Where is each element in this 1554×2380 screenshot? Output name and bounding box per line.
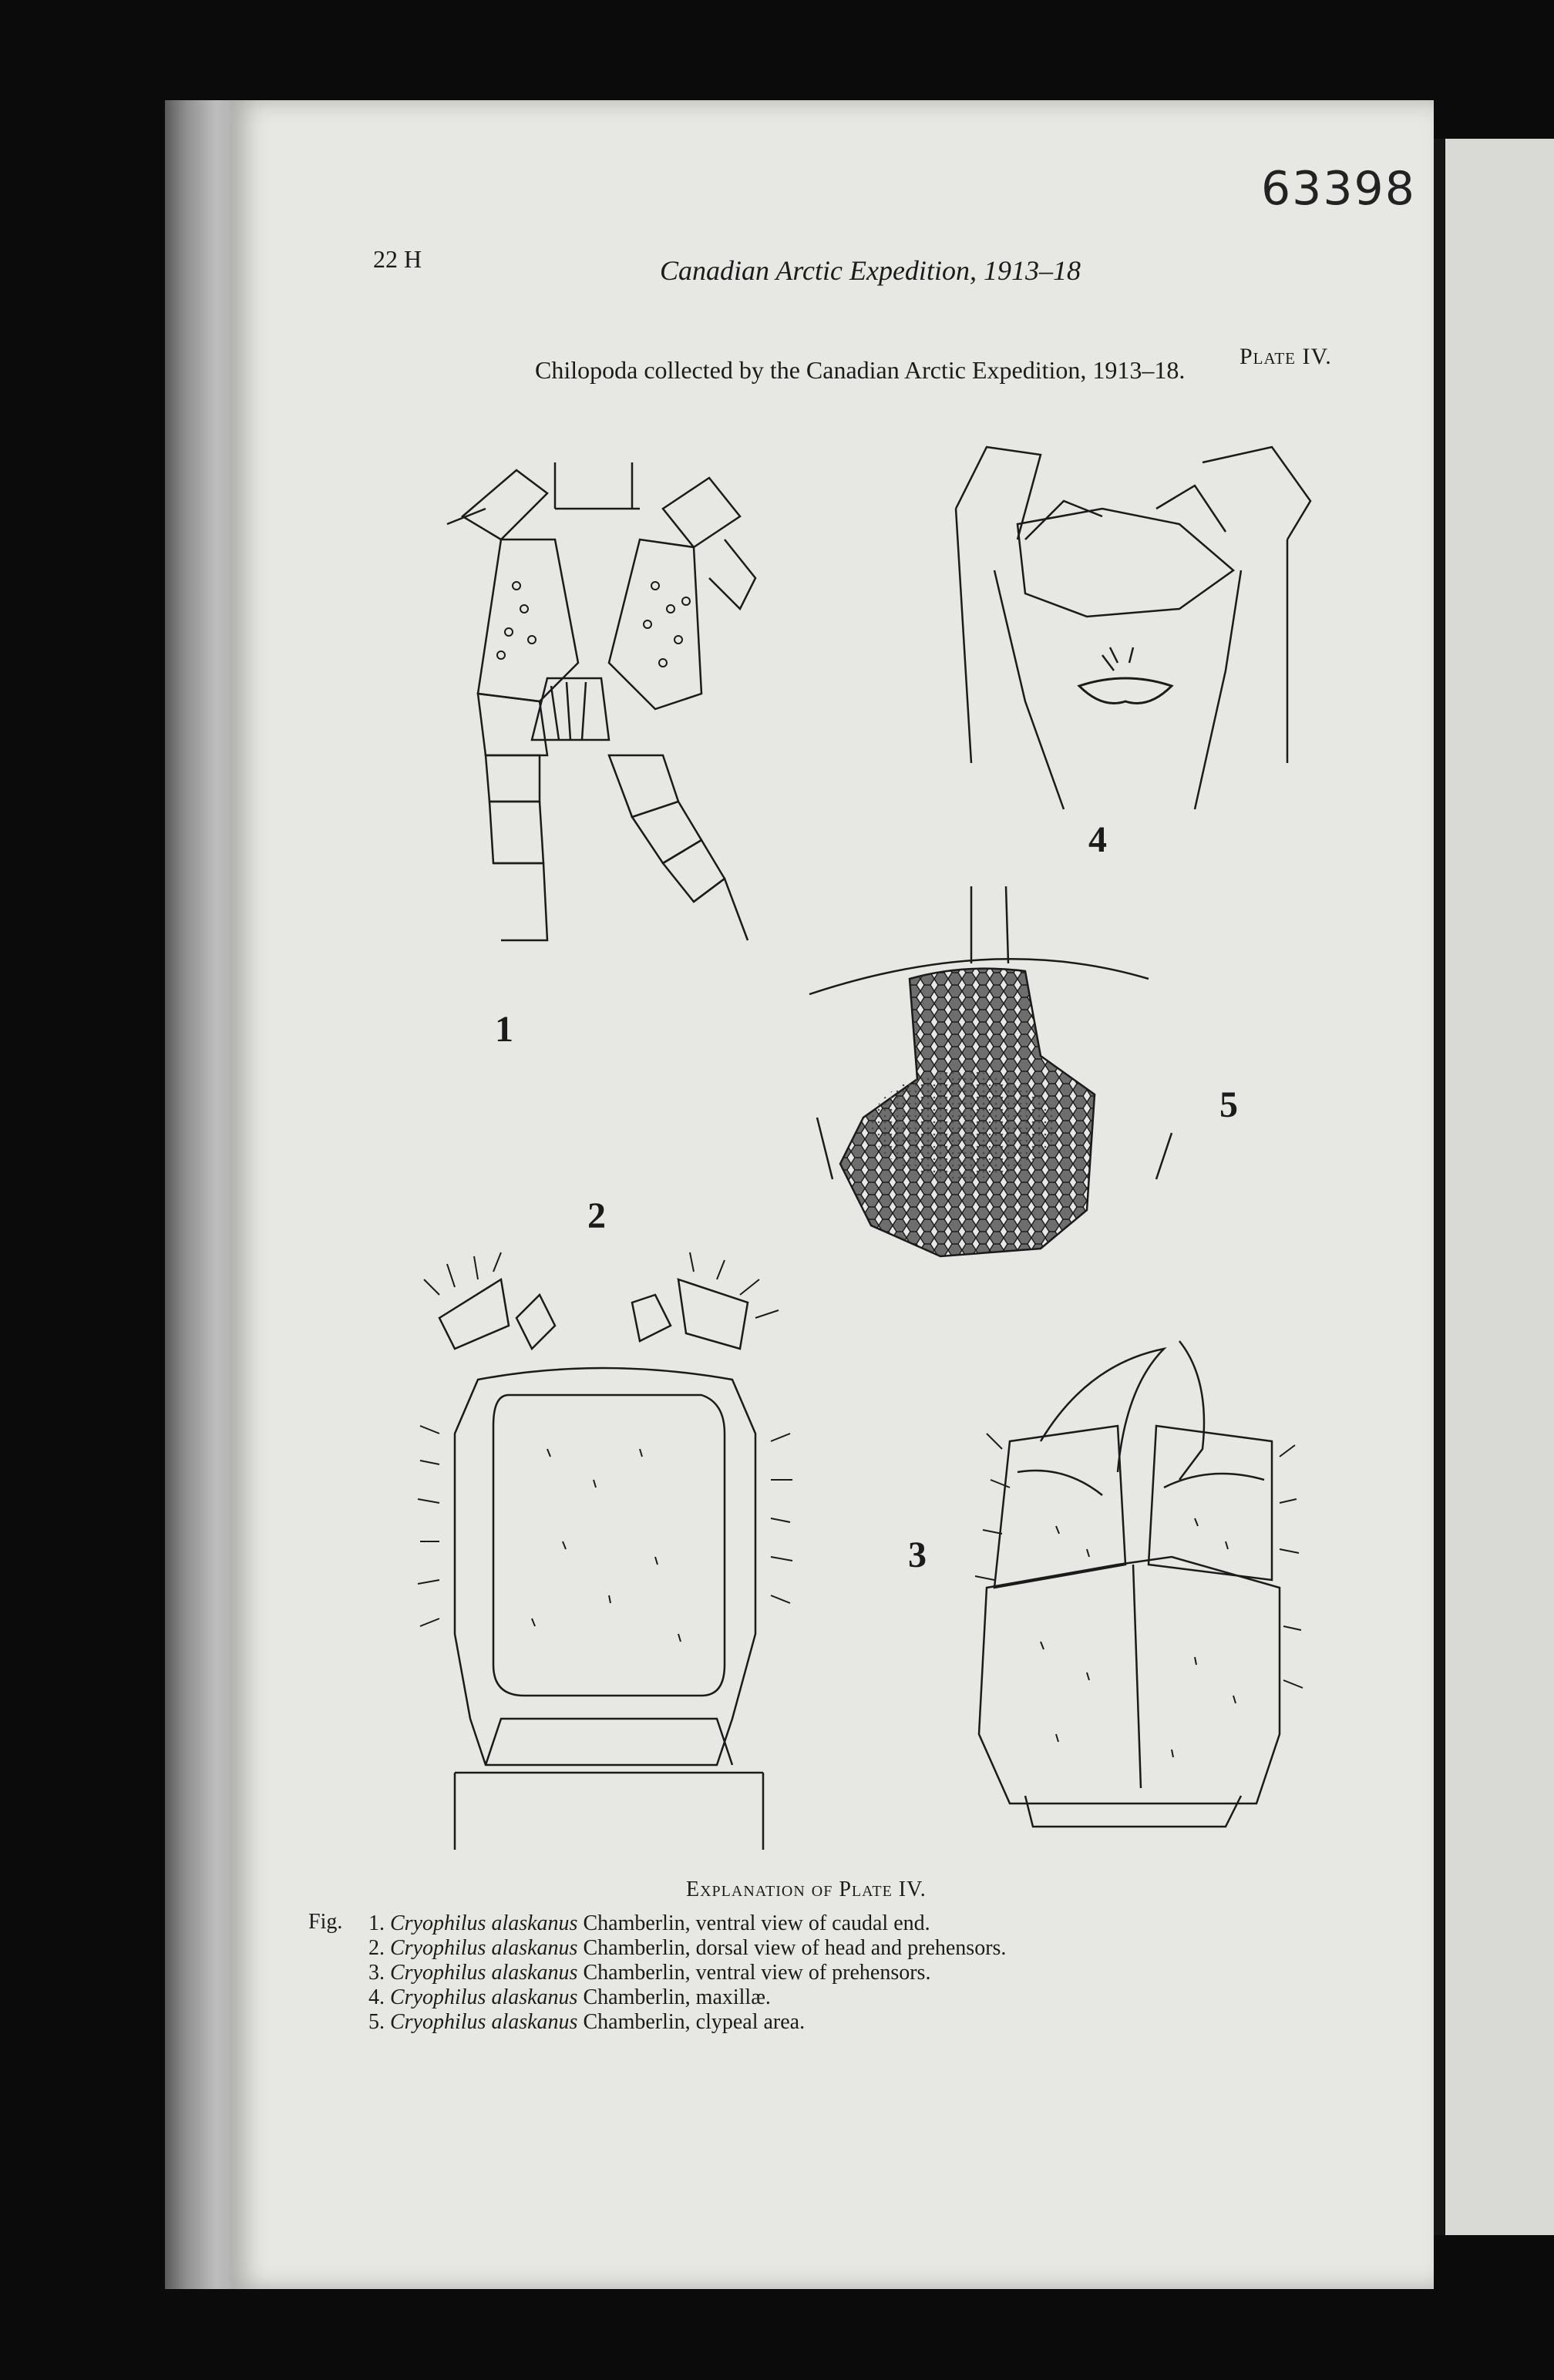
caption-text: Chamberlin, maxillæ.	[577, 1985, 771, 2009]
plate-title: Chilopoda collected by the Canadian Arctic Expedition, 1913–18.	[535, 356, 1186, 384]
facing-page	[1445, 139, 1554, 2235]
caption-species: Cryophilus alaskanus	[390, 1985, 578, 2009]
caption-item-3	[368, 1961, 930, 1985]
archive-number: 63398	[1261, 162, 1416, 216]
caption-number: 3.	[368, 1961, 385, 1985]
figure-5-label: 5	[1219, 1084, 1238, 1125]
caption-text: Chamberlin, dorsal view of head and prehensors.	[577, 1936, 1007, 1960]
caption-item-2	[368, 1936, 1006, 1961]
figure-2-label: 2	[587, 1195, 606, 1236]
figure-5-drawing	[809, 886, 1179, 1256]
figure-1-drawing	[432, 447, 771, 987]
caption-number: 4.	[368, 1985, 385, 2009]
caption-species: Cryophilus alaskanus	[390, 2010, 578, 2034]
figure-4-drawing	[948, 439, 1318, 825]
figure-3-drawing	[964, 1333, 1303, 1857]
figure-3-label: 3	[908, 1535, 927, 1575]
plate-label: Plate IV.	[1240, 344, 1332, 369]
caption-item-5	[368, 2010, 805, 2035]
caption-number: 1.	[368, 1911, 385, 1935]
caption-text: Chamberlin, ventral view of caudal end.	[577, 1911, 930, 1935]
caption-species: Cryophilus alaskanus	[390, 1961, 578, 1985]
caption-text: Chamberlin, ventral view of prehensors.	[577, 1961, 931, 1985]
page-gutter	[1434, 139, 1445, 2235]
running-title: Canadian Arctic Expedition, 1913–18	[660, 255, 1081, 286]
page-number: 22 H	[373, 245, 422, 273]
explanation-title: Explanation of Plate IV.	[686, 1877, 927, 1901]
caption-number: 5.	[368, 2010, 385, 2034]
caption-item-1	[368, 1911, 930, 1936]
caption-text: Chamberlin, clypeal area.	[577, 2010, 806, 2034]
figure-2-drawing	[409, 1249, 809, 1850]
caption-item-4	[368, 1985, 771, 2010]
figure-4-label: 4	[1088, 819, 1107, 860]
caption-number: 2.	[368, 1936, 385, 1960]
caption-species: Cryophilus alaskanus	[390, 1936, 578, 1960]
figure-1-label: 1	[495, 1009, 513, 1050]
explanation-fig-label: Fig.	[308, 1910, 343, 1934]
caption-species: Cryophilus alaskanus	[390, 1911, 578, 1935]
